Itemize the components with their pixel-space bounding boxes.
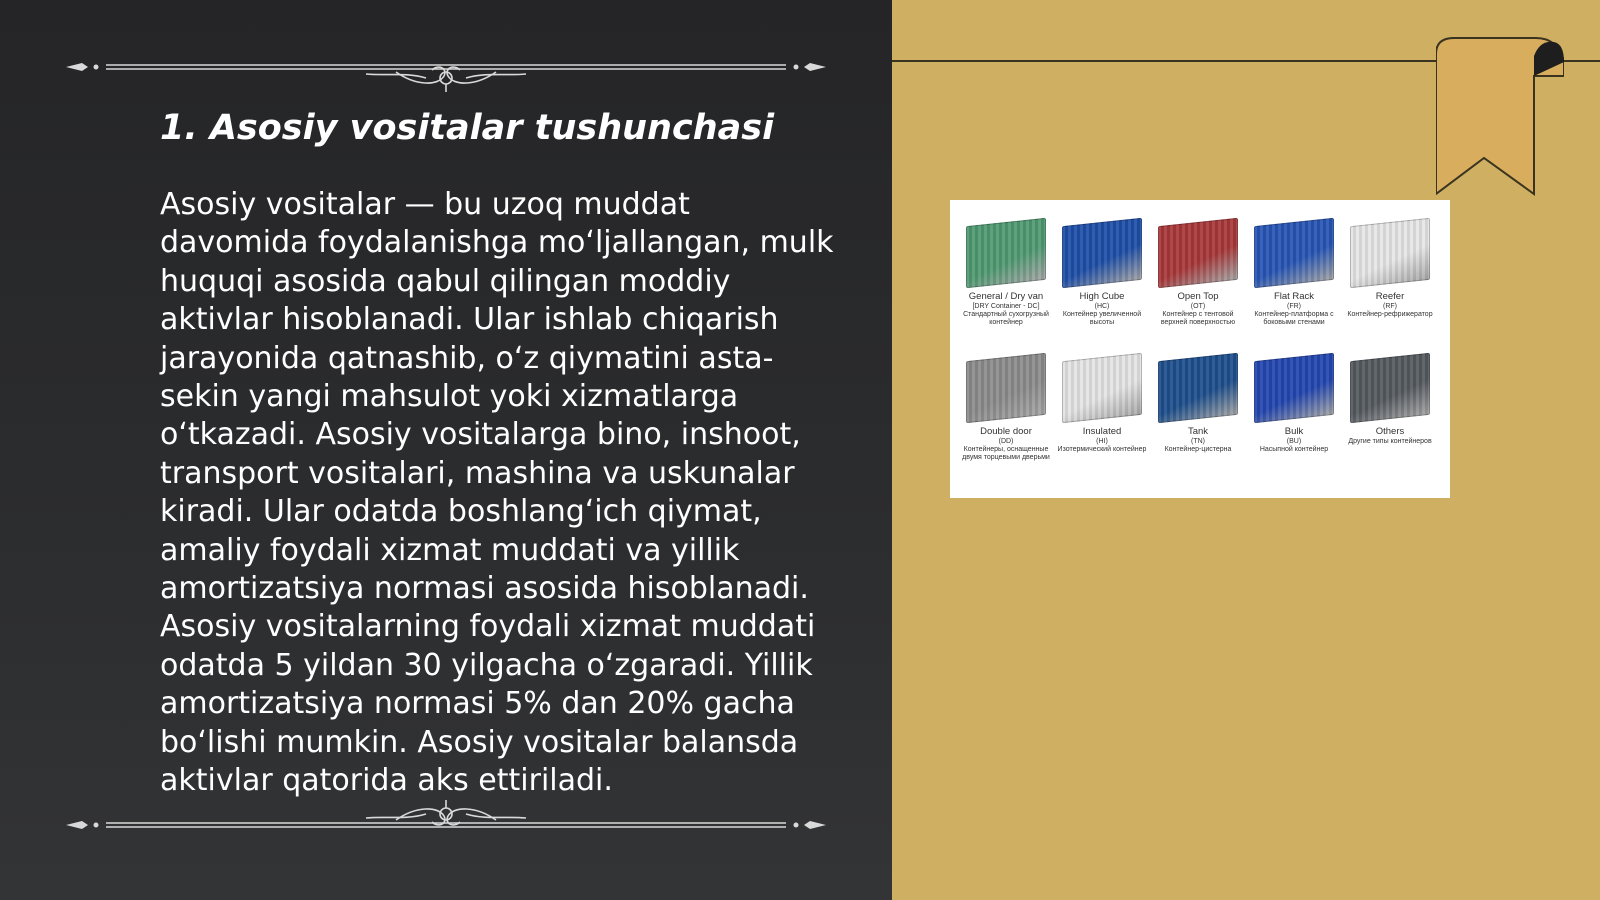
container-name: Double door: [980, 426, 1032, 437]
container-types-image: [950, 200, 1450, 498]
container-type-item: [1342, 349, 1438, 479]
container-type-item: [958, 214, 1054, 344]
container-type-item: [1246, 214, 1342, 344]
container-description: Контейнер увеличенной высоты: [1062, 310, 1142, 327]
container-type-item: [1246, 349, 1342, 479]
container-picture-icon: [966, 218, 1046, 288]
slide-title: 1. Asosiy vositalar tushunchasi: [160, 108, 775, 148]
container-name: Others: [1375, 426, 1405, 437]
container-description: Стандартный сухогрузный контейнер: [963, 310, 1049, 327]
container-type-item: [958, 349, 1054, 479]
container-type-item: [1150, 214, 1246, 344]
container-picture-icon: [1158, 353, 1238, 423]
container-picture-icon: [1254, 353, 1334, 423]
container-code: (HI): [1096, 437, 1108, 445]
container-picture-icon: [1254, 218, 1334, 288]
container-description: Другие типы контейнеров: [1348, 437, 1432, 445]
container-picture-icon: [1062, 353, 1142, 423]
container-type-item: [1342, 214, 1438, 344]
container-code: (RF): [1383, 302, 1397, 310]
container-type-item: [1054, 214, 1150, 344]
container-description: Контейнер-цистерна: [1164, 445, 1232, 453]
slide-body-text: Asosiy vositalar — bu uzoq muddat davomida foydalanishga mo‘ljallangan, mulk huquqi asosida qabul qilingan moddiy aktivlar hisoblanadi. Ular ishlab chiqarish jarayonida qatnashib, o‘z qiymatini asta-sekin yangi mahsulot yoki xizmatlarga o‘tkazadi. Asosiy vositalarga bino, inshoot, transport vositalari, mashina va uskunalar kiradi. Ular odatda boshlang‘ich qiymat, amaliy foydali xizmat muddati va yillik amortizatsiya normasi asosida hisoblanadi. Asosiy vositalarning foydali xizmat muddati odatda 5 yildan 30 yilgacha o‘zgaradi. Yillik amortizatsiya normasi 5% dan 20% gacha bo‘lishi mumkin. Asosiy vositalar balansda aktivlar qatorida aks ettiriladi.: [160, 187, 834, 799]
container-code: (BU): [1286, 437, 1302, 445]
container-code: (HC): [1094, 302, 1110, 310]
container-description: Насыпной контейнер: [1259, 445, 1329, 453]
container-code: (DD): [998, 437, 1014, 445]
container-picture-icon: [1350, 353, 1430, 423]
container-description: Контейнеры, оснащенные двумя торцевыми дверьми: [962, 445, 1050, 462]
container-name: High Cube: [1079, 291, 1125, 302]
container-name: Insulated: [1082, 426, 1122, 437]
container-picture-icon: [1158, 218, 1238, 288]
container-name: Bulk: [1284, 426, 1304, 437]
container-picture-icon: [966, 353, 1046, 423]
container-code: (OT): [1190, 302, 1206, 310]
container-description: Изотермический контейнер: [1057, 445, 1147, 453]
container-code: (TN): [1191, 437, 1205, 445]
bookmark-ribbon-icon: [1436, 36, 1564, 198]
top-ornament-icon: [66, 42, 826, 92]
container-name: Tank: [1187, 426, 1209, 437]
container-name: Reefer: [1375, 291, 1405, 302]
container-picture-icon: [1062, 218, 1142, 288]
container-name: Flat Rack: [1273, 291, 1315, 302]
container-description: Контейнер с тентовой верхней поверхностью: [1160, 310, 1236, 327]
container-picture-icon: [1350, 218, 1430, 288]
container-code: [DRY Container - DC]: [972, 302, 1040, 310]
container-name: Open Top: [1177, 291, 1219, 302]
container-code: (FR): [1287, 302, 1301, 310]
container-description: Контейнер-рефрижератор: [1347, 310, 1433, 318]
container-name: General / Dry van: [968, 291, 1044, 302]
container-description: Контейнер-платформа с боковыми стенами: [1254, 310, 1334, 327]
container-type-item: [1150, 349, 1246, 479]
container-type-item: [1054, 349, 1150, 479]
bottom-ornament-icon: [66, 800, 826, 850]
